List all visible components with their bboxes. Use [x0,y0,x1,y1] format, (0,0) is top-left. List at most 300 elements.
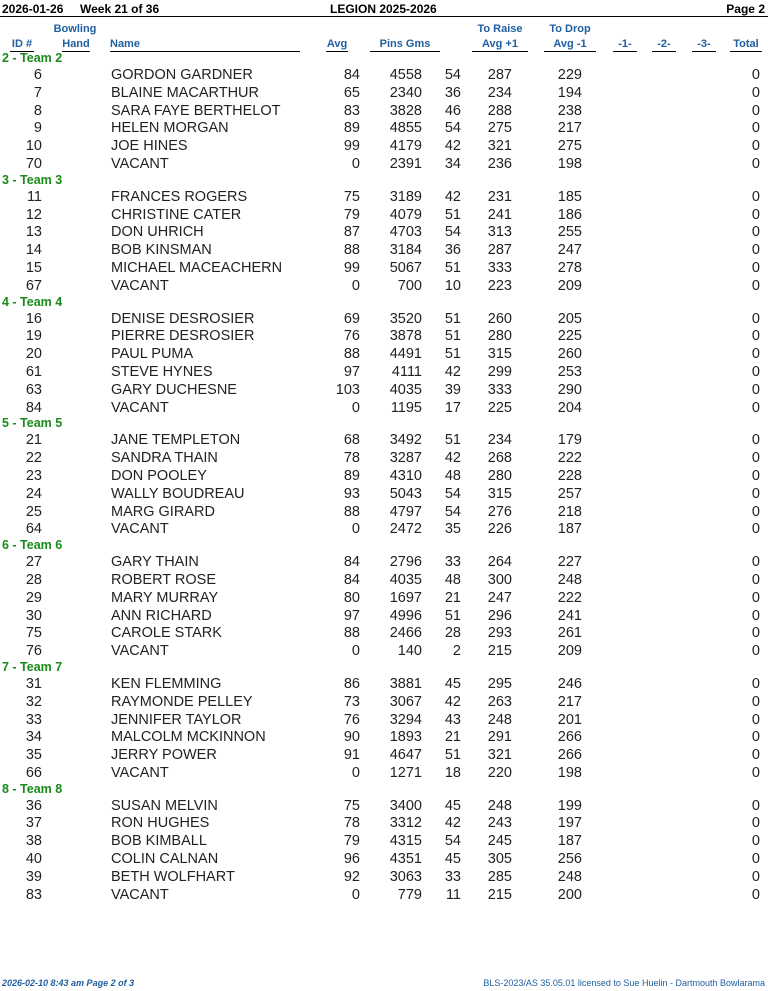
player-games: 2 [452,643,461,660]
table-row [0,711,768,729]
player-total: 0 [751,467,760,484]
player-total: 0 [751,747,760,764]
table-row [0,571,768,589]
player-pins: 5067 [389,259,422,276]
player-games: 42 [444,693,461,710]
player-name: KEN FLEMMING [111,675,222,692]
player-pins: 4491 [389,346,422,363]
player-name: ROBERT ROSE [111,571,217,588]
player-avg: 0 [351,277,360,294]
player-to-raise: 215 [487,643,512,660]
table-row [0,66,768,84]
player-id: 16 [25,310,42,327]
table-row [0,850,768,868]
player-games: 34 [444,155,461,172]
table-row [0,188,768,206]
player-pins: 4035 [389,381,422,398]
player-games: 39 [444,381,461,398]
player-avg: 96 [343,851,360,868]
col-avg-plus-1: Avg +1 [472,37,528,52]
player-pins: 3881 [389,675,422,692]
player-avg: 99 [343,138,360,155]
player-to-raise: 234 [487,84,512,101]
player-pins: 2472 [389,521,422,538]
player-avg: 78 [343,450,360,467]
player-name: FRANCES ROGERS [111,188,248,205]
player-games: 21 [444,589,461,606]
player-id: 64 [25,521,42,538]
player-games: 45 [444,797,461,814]
table-row [0,102,768,120]
player-total: 0 [751,277,760,294]
player-to-raise: 280 [487,328,512,345]
player-to-drop: 275 [557,138,582,155]
player-to-drop: 199 [557,797,582,814]
player-total: 0 [751,67,760,83]
player-id: 31 [25,675,42,692]
player-to-raise: 245 [487,833,512,850]
player-total: 0 [751,328,760,345]
player-to-raise: 226 [487,521,512,538]
table-row [0,764,768,782]
player-to-drop: 241 [557,607,582,624]
player-total: 0 [751,102,760,119]
player-id: 21 [25,432,42,449]
page-header [0,0,768,17]
player-avg: 88 [343,242,360,259]
table-row [0,206,768,224]
col-id: ID # [11,38,33,50]
player-to-raise: 333 [487,381,512,398]
league-title: LEGION 2025-2026 [330,2,437,16]
player-id: 15 [25,259,42,276]
player-to-drop: 228 [557,467,582,484]
player-to-raise: 305 [487,851,512,868]
player-avg: 88 [343,625,360,642]
player-avg: 0 [351,399,360,416]
player-to-raise: 315 [487,346,512,363]
player-to-raise: 293 [487,625,512,642]
player-to-raise: 231 [487,188,512,205]
player-to-raise: 268 [487,450,512,467]
table-row [0,119,768,137]
player-avg: 79 [343,206,360,223]
player-to-raise: 243 [487,815,512,832]
col-total: Total [730,37,762,52]
table-row [0,277,768,295]
table-row [0,399,768,417]
player-total: 0 [751,399,760,416]
player-name: MARY MURRAY [111,589,219,606]
player-to-drop: 217 [557,120,582,137]
player-name: VACANT [111,155,169,172]
player-name: VACANT [111,764,169,781]
player-pins: 3189 [389,188,422,205]
player-to-raise: 285 [487,868,512,885]
col-pins-gms: Pins Gms [370,37,440,52]
table-row [0,693,768,711]
player-avg: 73 [343,693,360,710]
player-to-raise: 234 [487,432,512,449]
table-row [0,155,768,173]
player-to-raise: 321 [487,138,512,155]
player-avg: 84 [343,554,360,571]
player-id: 7 [33,84,42,101]
player-to-drop: 201 [557,711,582,728]
player-avg: 89 [343,120,360,137]
player-avg: 88 [343,346,360,363]
table-row [0,624,768,642]
player-avg: 90 [343,729,360,746]
player-name: HELEN MORGAN [111,120,229,137]
player-total: 0 [751,589,760,606]
player-name: GORDON GARDNER [111,67,253,83]
player-avg: 0 [351,643,360,660]
player-id: 67 [25,277,42,294]
player-to-drop: 253 [557,363,582,380]
player-games: 54 [444,67,461,83]
table-row [0,814,768,832]
col-to-raise: To Raise [477,23,523,35]
table-row [0,642,768,660]
player-id: 39 [25,868,42,885]
player-games: 51 [444,206,461,223]
player-to-raise: 333 [487,259,512,276]
player-name: CHRISTINE CATER [111,206,242,223]
player-id: 23 [25,467,42,484]
player-id: 84 [25,399,42,416]
player-pins: 4179 [389,138,422,155]
player-pins: 3312 [389,815,422,832]
player-avg: 91 [343,747,360,764]
week-label: Week 21 of 36 [80,2,160,16]
player-id: 61 [25,363,42,380]
player-games: 17 [444,399,461,416]
player-avg: 75 [343,797,360,814]
col-avg-minus-1: Avg -1 [544,37,596,52]
player-name: VACANT [111,521,169,538]
player-to-raise: 288 [487,102,512,119]
player-name: GARY DUCHESNE [111,381,237,398]
player-id: 19 [25,328,42,345]
player-avg: 92 [343,868,360,885]
player-id: 66 [25,764,42,781]
player-avg: 84 [343,67,360,83]
player-to-raise: 296 [487,607,512,624]
footer-license: BLS-2023/AS 35.05.01 licensed to Sue Huelin - Dartmouth Bowlarama [483,978,765,988]
player-name: BOB KINSMAN [111,242,212,259]
player-to-drop: 248 [557,571,582,588]
player-to-drop: 217 [557,693,582,710]
player-name: MICHAEL MACEACHERN [111,259,283,276]
player-games: 51 [444,259,461,276]
player-name: DON POOLEY [111,467,207,484]
player-pins: 3400 [389,797,422,814]
player-to-drop: 260 [557,346,582,363]
player-to-drop: 194 [557,84,582,101]
player-games: 54 [444,833,461,850]
player-pins: 4079 [389,206,422,223]
player-avg: 76 [343,711,360,728]
player-to-raise: 300 [487,571,512,588]
player-avg: 86 [343,675,360,692]
player-to-raise: 280 [487,467,512,484]
player-pins: 140 [397,643,422,660]
player-to-drop: 187 [557,521,582,538]
player-id: 8 [33,102,42,119]
player-to-drop: 185 [557,188,582,205]
player-id: 33 [25,711,42,728]
player-name: DENISE DESROSIER [111,310,255,327]
player-total: 0 [751,675,760,692]
player-to-raise: 236 [487,155,512,172]
player-name: GARY THAIN [111,554,199,571]
col-game-1: -1- [613,37,637,52]
footer-timestamp: 2026-02-10 8:43 am Page 2 of 3 [2,978,135,988]
player-games: 51 [444,607,461,624]
player-avg: 87 [343,224,360,241]
player-avg: 0 [351,521,360,538]
player-name: JANE TEMPLETON [111,432,241,449]
player-id: 29 [25,589,42,606]
player-avg: 80 [343,589,360,606]
player-pins: 2466 [389,625,422,642]
player-to-drop: 222 [557,450,582,467]
player-avg: 97 [343,363,360,380]
player-pins: 3828 [389,102,422,119]
player-pins: 700 [397,277,422,294]
player-games: 18 [444,764,461,781]
player-to-raise: 215 [487,886,512,903]
player-name: BOB KIMBALL [111,833,207,850]
player-name: VACANT [111,277,169,294]
player-id: 75 [25,625,42,642]
table-row [0,868,768,886]
player-pins: 4855 [389,120,422,137]
player-games: 51 [444,310,461,327]
player-avg: 75 [343,188,360,205]
player-total: 0 [751,485,760,502]
player-to-drop: 248 [557,868,582,885]
player-to-raise: 225 [487,399,512,416]
player-total: 0 [751,138,760,155]
player-avg: 68 [343,432,360,449]
player-to-drop: 256 [557,851,582,868]
player-total: 0 [751,833,760,850]
table-row [0,589,768,607]
player-pins: 3294 [389,711,422,728]
player-name: BLAINE MACARTHUR [111,84,259,101]
player-to-raise: 241 [487,206,512,223]
table-row [0,327,768,345]
player-avg: 88 [343,503,360,520]
player-pins: 3492 [389,432,422,449]
player-pins: 3287 [389,450,422,467]
player-pins: 4797 [389,503,422,520]
table-row [0,241,768,259]
player-avg: 65 [343,84,360,101]
player-id: 9 [33,120,42,137]
player-total: 0 [751,188,760,205]
player-avg: 93 [343,485,360,502]
player-name: JENNIFER TAYLOR [111,711,242,728]
player-total: 0 [751,120,760,137]
player-pins: 1271 [389,764,422,781]
col-game-2: -2- [652,37,676,52]
player-games: 51 [444,747,461,764]
player-id: 25 [25,503,42,520]
col-bowling: Bowling [53,23,97,35]
player-total: 0 [751,503,760,520]
player-pins: 2391 [389,155,422,172]
player-total: 0 [751,729,760,746]
player-pins: 3878 [389,328,422,345]
player-to-drop: 238 [557,102,582,119]
player-games: 10 [444,277,461,294]
player-pins: 4310 [389,467,422,484]
player-games: 54 [444,503,461,520]
player-pins: 1697 [389,589,422,606]
table-row [0,259,768,277]
player-id: 34 [25,729,42,746]
player-to-drop: 209 [557,643,582,660]
player-to-raise: 291 [487,729,512,746]
team-heading: 3 - Team 3 [2,172,63,187]
player-id: 27 [25,554,42,571]
player-to-drop: 209 [557,277,582,294]
team-heading: 2 - Team 2 [2,51,63,65]
table-row [0,886,768,904]
player-to-raise: 276 [487,503,512,520]
player-to-raise: 315 [487,485,512,502]
player-pins: 5043 [389,485,422,502]
team-heading: 7 - Team 7 [2,659,63,674]
player-name: ANN RICHARD [111,607,212,624]
player-id: 10 [25,138,42,155]
table-row [0,503,768,521]
player-avg: 103 [335,381,360,398]
player-total: 0 [751,886,760,903]
table-row [0,431,768,449]
player-pins: 1893 [389,729,422,746]
player-to-drop: 229 [557,67,582,83]
player-pins: 3063 [389,868,422,885]
player-total: 0 [751,206,760,223]
player-to-raise: 287 [487,67,512,83]
table-row [0,363,768,381]
player-games: 42 [444,450,461,467]
player-name: VACANT [111,643,169,660]
player-total: 0 [751,84,760,101]
player-pins: 2796 [389,554,422,571]
player-id: 12 [25,206,42,223]
player-to-drop: 186 [557,206,582,223]
player-games: 48 [444,467,461,484]
player-games: 54 [444,224,461,241]
player-id: 83 [25,886,42,903]
player-to-drop: 278 [557,259,582,276]
player-pins: 3184 [389,242,422,259]
player-to-drop: 261 [557,625,582,642]
player-pins: 2340 [389,84,422,101]
player-to-raise: 275 [487,120,512,137]
player-to-drop: 200 [557,886,582,903]
player-pins: 4996 [389,607,422,624]
player-id: 40 [25,851,42,868]
player-games: 54 [444,485,461,502]
player-to-raise: 260 [487,310,512,327]
player-total: 0 [751,571,760,588]
player-pins: 4035 [389,571,422,588]
player-total: 0 [751,310,760,327]
player-avg: 0 [351,764,360,781]
table-row [0,137,768,155]
standings-table [0,51,768,903]
player-to-drop: 290 [557,381,582,398]
player-pins: 779 [397,886,422,903]
player-total: 0 [751,868,760,885]
player-to-raise: 220 [487,764,512,781]
player-id: 6 [33,67,42,83]
player-games: 45 [444,851,461,868]
column-headers [0,22,768,52]
player-to-drop: 257 [557,485,582,502]
player-pins: 4315 [389,833,422,850]
player-id: 24 [25,485,42,502]
player-to-drop: 218 [557,503,582,520]
player-total: 0 [751,815,760,832]
col-name: Name [110,37,300,52]
table-row [0,728,768,746]
page-footer [0,978,768,990]
player-name: MARG GIRARD [111,503,215,520]
player-name: JERRY POWER [111,747,217,764]
player-id: 13 [25,224,42,241]
player-avg: 0 [351,155,360,172]
player-total: 0 [751,259,760,276]
player-name: SARA FAYE BERTHELOT [111,102,281,119]
player-total: 0 [751,851,760,868]
player-games: 42 [444,815,461,832]
player-to-raise: 287 [487,242,512,259]
player-id: 37 [25,815,42,832]
team-heading: 5 - Team 5 [2,416,63,431]
player-id: 63 [25,381,42,398]
player-games: 51 [444,346,461,363]
player-games: 43 [444,711,461,728]
player-avg: 97 [343,607,360,624]
player-to-raise: 223 [487,277,512,294]
col-to-drop: To Drop [549,23,591,35]
player-to-drop: 198 [557,764,582,781]
player-name: VACANT [111,399,169,416]
page-number: Page 2 [726,2,765,16]
player-games: 51 [444,432,461,449]
player-games: 11 [445,886,461,903]
player-name: JOE HINES [111,138,188,155]
table-row [0,797,768,815]
team-heading: 6 - Team 6 [2,538,63,553]
player-avg: 69 [343,310,360,327]
col-avg: Avg [326,38,348,50]
player-to-raise: 248 [487,797,512,814]
player-games: 36 [444,242,461,259]
table-row [0,607,768,625]
player-pins: 4647 [389,747,422,764]
player-id: 32 [25,693,42,710]
player-total: 0 [751,625,760,642]
table-row [0,310,768,328]
